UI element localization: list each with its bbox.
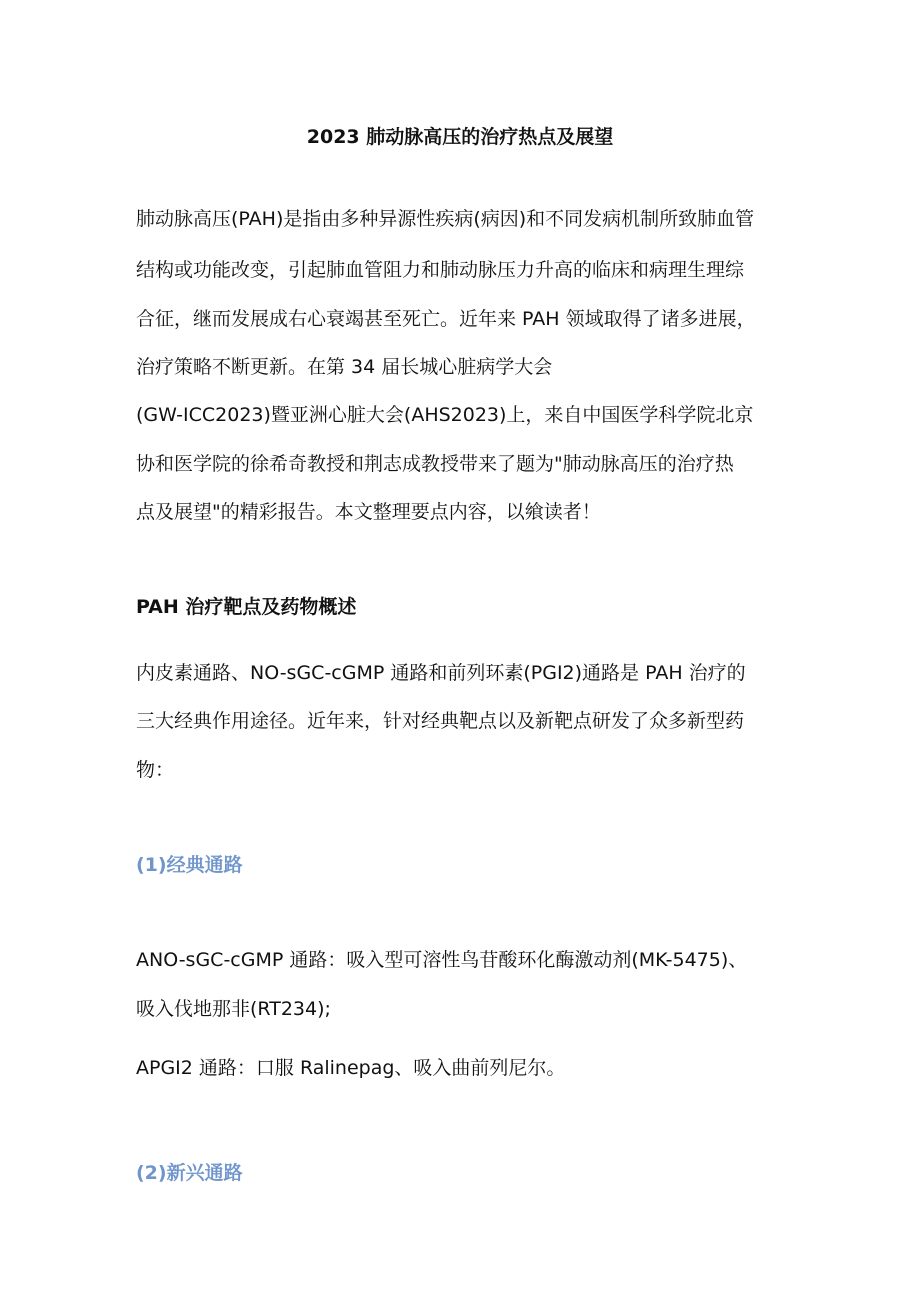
section1-line: 物： xyxy=(136,759,175,781)
subsection1-line: APGI2 通路：口服 Ralinepag、吸入曲前列尼尔。 xyxy=(136,1057,566,1079)
intro-line: 治疗策略不断更新。在第 34 届长城心脏病学大会 xyxy=(136,356,553,378)
subheading-classic-pathway: (1)经典通路 xyxy=(136,854,243,876)
intro-line: 结构或功能改变，引起肺血管阻力和肺动脉压力升高的临床和病理生理综 xyxy=(136,259,745,281)
intro-line: 协和医学院的徐希奇教授和荆志成教授带来了题为"肺动脉高压的治疗热 xyxy=(136,453,734,475)
section-heading-pah-targets: PAH 治疗靶点及药物概述 xyxy=(136,596,357,618)
intro-line: 合征，继而发展成右心衰竭甚至死亡。近年来 PAH 领域取得了诸多进展， xyxy=(136,308,756,330)
subsection1-line: ANO-sGC-cGMP 通路：吸入型可溶性鸟苷酸环化酶激动剂(MK-5475)、 xyxy=(136,949,748,971)
intro-line: (GW-ICC2023)暨亚洲心脏大会(AHS2023)上，来自中国医学科学院北京 xyxy=(136,404,754,426)
intro-line: 肺动脉高压(PAH)是指由多种异源性疾病(病因)和不同发病机制所致肺血管 xyxy=(136,208,755,230)
subheading-emerging-pathway: (2)新兴通路 xyxy=(136,1162,243,1184)
section1-line: 三大经典作用途径。近年来，针对经典靶点以及新靶点研发了众多新型药 xyxy=(136,710,745,732)
section1-line: 内皮素通路、NO-sGC-cGMP 通路和前列环素(PGI2)通路是 PAH 治疗的 xyxy=(136,662,746,684)
intro-line: 点及展望"的精彩报告。本文整理要点内容，以飨读者！ xyxy=(136,501,601,523)
subsection1-line: 吸入伐地那非(RT234); xyxy=(136,998,331,1020)
document-title: 2023 肺动脉高压的治疗热点及展望 xyxy=(306,126,614,148)
